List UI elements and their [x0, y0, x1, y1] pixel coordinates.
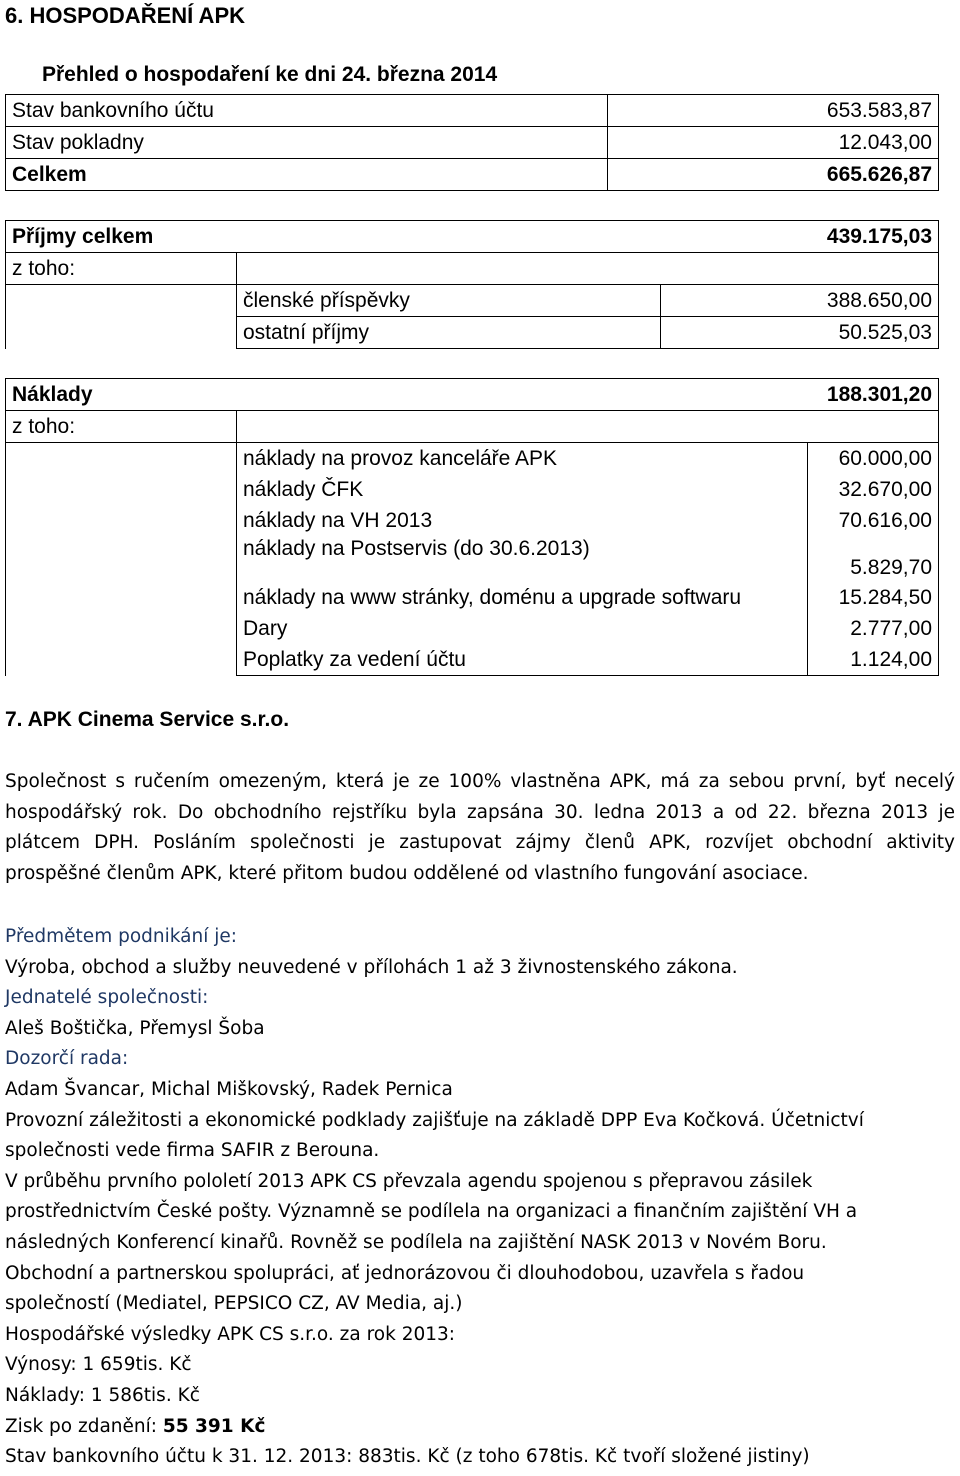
business-text: Výroba, obchod a služby neuvedené v přílohách 1 až 3 živnostenského zákona.: [5, 956, 738, 978]
revenue-line: Výnosy: 1 659tis. Kč: [5, 1354, 192, 1376]
costs-line: Náklady: 1 586tis. Kč: [5, 1384, 200, 1406]
executives-label: Jednatelé společnosti:: [5, 987, 209, 1009]
of-which-label: z toho:: [6, 253, 237, 285]
costs-table: [5, 378, 939, 676]
row-label: Stav bankovního účtu: [6, 95, 608, 127]
board-text: Adam Švancar, Michal Miškovský, Radek Pernica: [5, 1078, 453, 1100]
row-value: 60.000,00: [807, 443, 938, 475]
profit-label: Zisk po zdanění:: [5, 1415, 163, 1437]
row-label: náklady na www stránky, doménu a upgrade softwaru: [237, 582, 808, 613]
table-row: [6, 221, 939, 253]
partners-line: společností (Mediatel, PEPSICO CZ, AV Media, aj.): [5, 1293, 463, 1315]
table-row: [6, 443, 939, 475]
empty-cell: [6, 285, 237, 349]
company-details: [5, 922, 955, 1473]
partners-line: Obchodní a partnerskou spolupráci, ať jednorázovou či dlouhodobou, uzavřela s řadou: [5, 1262, 805, 1284]
costs-total: 188.301,20: [807, 379, 938, 411]
row-label: Poplatky za vedení účtu: [237, 644, 808, 676]
row-label: Celkem: [6, 159, 608, 191]
row-label: náklady ČFK: [237, 474, 808, 505]
section-6-title: 6. HOSPODAŘENÍ APK: [5, 3, 246, 28]
row-value: 388.650,00: [660, 285, 938, 317]
postal-line: V průběhu prvního pololetí 2013 APK CS převzala agendu spojenou s přepravou zásilek: [5, 1170, 813, 1192]
income-total: 439.175,03: [660, 221, 938, 253]
row-label: náklady na VH 2013: [237, 505, 808, 536]
row-value: 5.829,70: [807, 536, 938, 582]
profit-line: [5, 1412, 955, 1443]
results-title: Hospodářské výsledky APK CS s.r.o. za rok 2013:: [5, 1323, 456, 1345]
income-label: Příjmy celkem: [6, 221, 661, 253]
table-row: [6, 127, 939, 159]
table-row: [6, 253, 939, 285]
empty-cell: [6, 443, 237, 676]
empty-cell: [237, 253, 939, 285]
postal-line: následných Konferencí kinařů. Rovněž se podílela na zajištění NASK 2013 v Novém Boru.: [5, 1231, 827, 1253]
bank-line: Stav bankovního účtu k 31. 12. 2013: 883tis. Kč (z toho 678tis. Kč tvoří složené jistiny): [5, 1446, 810, 1468]
ops-line: Provozní záležitosti a ekonomické podklady zajišťuje na základě DPP Eva Kočková. Účetnictví: [5, 1109, 864, 1131]
row-label: náklady na Postservis (do 30.6.2013): [237, 536, 808, 582]
section-7-title: 7. APK Cinema Service s.r.o.: [5, 708, 290, 731]
income-table: [5, 220, 939, 349]
table-row: [6, 411, 939, 443]
row-value: 1.124,00: [807, 644, 938, 676]
business-label: Předmětem podnikání je:: [5, 926, 237, 947]
table-row: [6, 159, 939, 191]
overview-title: Přehled o hospodaření ke dni 24. března 2014: [42, 63, 498, 86]
ops-line: společnosti vede firma SAFIR z Berouna.: [5, 1140, 380, 1162]
row-label: ostatní příjmy: [237, 317, 661, 349]
board-label: Dozorčí rada:: [5, 1048, 129, 1070]
costs-label: Náklady: [6, 379, 808, 411]
company-intro: Společnost s ručením omezeným, která je ze 100% vlastněna APK, má za sebou první, byť necelý hospodářský rok. Do obchodního rejstříku byla zapsána 30. ledna 2013 a od 22. března 2013 je plátcem DPH. Posláním společnosti je zastupovat zájmy členů APK, rozvíjet obchodní aktivity prospěšné členům APK, které přitom budou oddělené od vlastního fungování asociace.: [5, 771, 955, 885]
row-label: náklady na provoz kanceláře APK: [237, 443, 808, 475]
row-value: 2.777,00: [807, 613, 938, 644]
of-which-label: z toho:: [6, 411, 237, 443]
row-label: Dary: [237, 613, 808, 644]
row-value: 15.284,50: [807, 582, 938, 613]
row-value: 70.616,00: [807, 505, 938, 536]
executives-text: Aleš Boštička, Přemysl Šoba: [5, 1017, 265, 1039]
postal-line: prostřednictvím České pošty. Významně se podílela na organizaci a finančním zajištění VH a: [5, 1201, 858, 1223]
table-row: [6, 379, 939, 411]
table-row: [6, 95, 939, 127]
row-value: 50.525,03: [660, 317, 938, 349]
row-value: 665.626,87: [608, 159, 939, 191]
row-value: 653.583,87: [608, 95, 939, 127]
empty-cell: [237, 411, 939, 443]
row-label: členské příspěvky: [237, 285, 661, 317]
balance-table: [5, 94, 939, 191]
row-value: 32.670,00: [807, 474, 938, 505]
profit-value: 55 391 Kč: [162, 1415, 266, 1437]
table-row: [6, 285, 939, 317]
row-label: Stav pokladny: [6, 127, 608, 159]
row-value: 12.043,00: [608, 127, 939, 159]
